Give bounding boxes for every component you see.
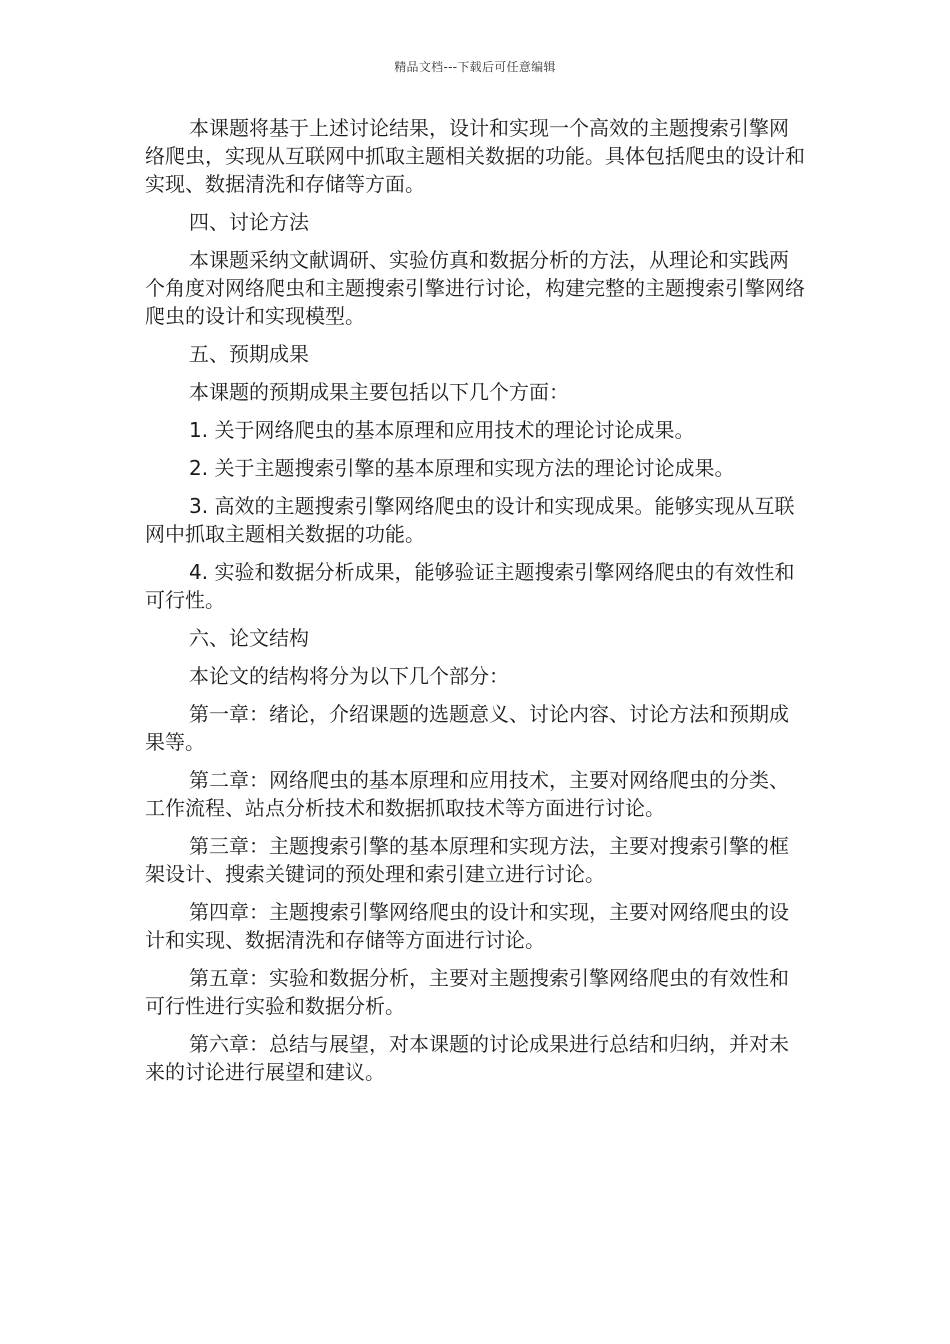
- chapter-1: 第一章：绪论，介绍课题的选题意义、讨论内容、讨论方法和预期成果等。: [145, 702, 789, 754]
- section-heading-methods: 四、讨论方法: [189, 210, 309, 234]
- document-body: [145, 114, 805, 1096]
- list-item-result-1: 1. 关于网络爬虫的基本原理和应用技术的理论讨论成果。: [189, 418, 695, 442]
- chapter-4: 第四章：主题搜索引擎网络爬虫的设计和实现，主要对网络爬虫的设计和实现、数据清洗和存储等方面进行讨论。: [145, 900, 789, 952]
- section-heading-structure: 六、论文结构: [189, 626, 309, 650]
- page-header: 精品文档---下载后可任意编辑: [394, 60, 556, 74]
- chapter-6: 第六章：总结与展望，对本课题的讨论成果进行总结和归纳，并对未来的讨论进行展望和建议。: [145, 1032, 789, 1084]
- chapter-3: 第三章：主题搜索引擎的基本原理和实现方法，主要对搜索引擎的框架设计、搜索关键词的预处理和索引建立进行讨论。: [145, 834, 789, 886]
- list-item-result-3: 3. 高效的主题搜索引擎网络爬虫的设计和实现成果。能够实现从互联网中抓取主题相关数据的功能。: [145, 494, 795, 546]
- section-heading-expected-results: 五、预期成果: [189, 342, 309, 366]
- list-item-result-2: 2. 关于主题搜索引擎的基本原理和实现方法的理论讨论成果。: [189, 456, 735, 480]
- paragraph-expected-intro: 本课题的预期成果主要包括以下几个方面：: [189, 380, 569, 404]
- paragraph-structure-intro: 本论文的结构将分为以下几个部分：: [189, 664, 509, 688]
- paragraph-intro: 本课题将基于上述讨论结果，设计和实现一个高效的主题搜索引擎网络爬虫，实现从互联网中抓取主题相关数据的功能。具体包括爬虫的设计和实现、数据清洗和存储等方面。: [145, 116, 805, 196]
- chapter-2: 第二章：网络爬虫的基本原理和应用技术，主要对网络爬虫的分类、工作流程、站点分析技术和数据抓取技术等方面进行讨论。: [145, 768, 789, 820]
- paragraph-methods: 本课题采纳文献调研、实验仿真和数据分析的方法，从理论和实践两个角度对网络爬虫和主题搜索引擎进行讨论，构建完整的主题搜索引擎网络爬虫的设计和实现模型。: [145, 248, 805, 328]
- list-item-result-4: 4. 实验和数据分析成果，能够验证主题搜索引擎网络爬虫的有效性和可行性。: [145, 560, 795, 612]
- chapter-5: 第五章：实验和数据分析，主要对主题搜索引擎网络爬虫的有效性和可行性进行实验和数据分析。: [145, 966, 789, 1018]
